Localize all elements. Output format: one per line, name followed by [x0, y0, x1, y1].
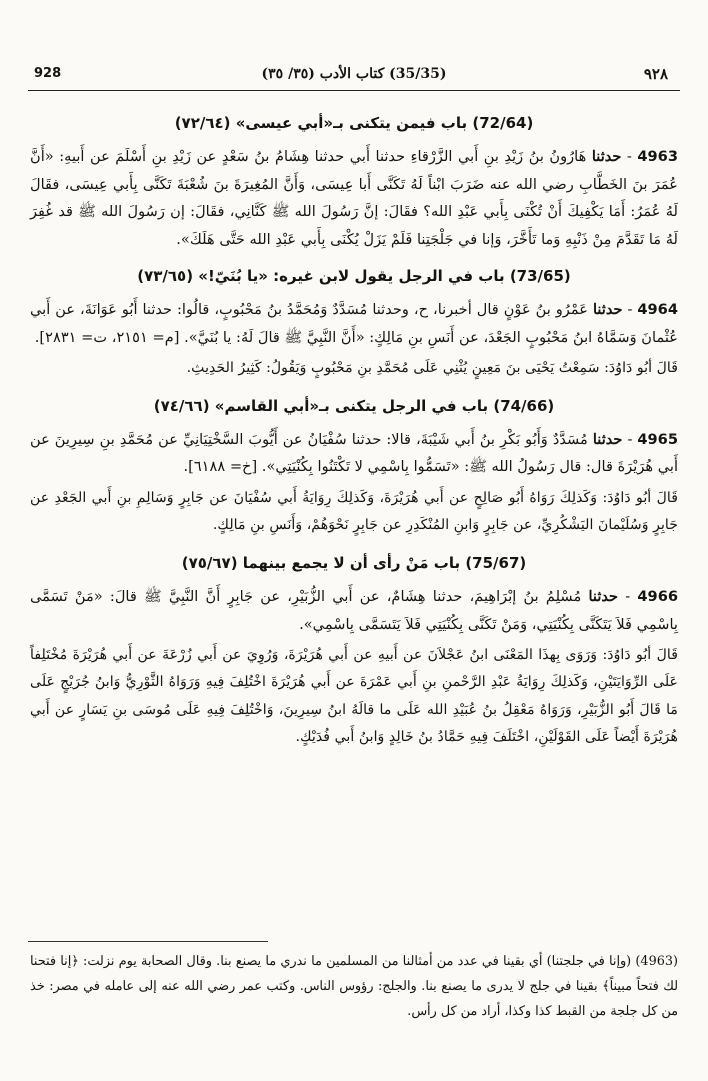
main-text — [30, 104, 678, 754]
running-header — [28, 66, 680, 90]
chapter-heading: (75/67) باب مَنْ رأى أن لا يجمع بينهما (٧٥/٦٧) — [181, 553, 527, 572]
page-number-latin: 928 — [34, 66, 62, 81]
chapter-heading: (72/64) باب فيمن يتكنى بـ«أبي عيسى» (٧٢/٦٤) — [174, 114, 534, 132]
hadith-body: هَارُونُ بنُ زَيْدِ بنِ أَبي الزَّرْقاءِ حدثنا أَبي حدثنا هِشَامُ بنُ سَعْدٍ عن زَيْدِ بنِ أَسْلَمَ عن أَبيهِ: «أَنَّ عُمَرَ بنَ الخَطَّابِ رضي الله عنه ضَرَبَ ابْناً لَهُ تَكَنَّى أَبا عِيسَى، وَأَنَّ المُغِيرَةَ بنَ شُعْبَةَ تَكَنَّى بِأَبي عِيسَى، فقَالَ لَهُ عُمَرُ: أَمَا يَكْفِيكَ أَنْ تُكْنَى بِأَبي عَبْدِ الله؟ فقَالَ: إنَّ رَسُولَ الله ﷺ كَنَّانِي، فقَالَ: إن رَسُولَ الله ﷺ قد غُفِرَ لَهُ مَا تَقَدَّمَ مِنْ ذَنْبِهِ وَما تَأَخَّرَ، وَإنا في جَلْجَتِنا فَلَمْ يَزَلْ يُكْنَى بِأَبي عَبْدِ الله حَتَّى هَلَكَ». — [30, 148, 678, 248]
hadith-text: 4966 - حدثنا مُسْلِمُ بنُ إبْرَاهِيمَ، حدثنا هِشَامٌ، عن أَبي الزُّبَيْرِ، عن جَابِرٍ أَنَّ النَّبِيَّ ﷺ قالَ: «مَنْ تَسَمَّى بِاسْمِي فَلاَ يَتَكَنَّى بِكُنْيَتِي، وَمَنْ تَكَنَّى بِكُنْيَتِي فَلاَ يَتَسَمَّى بِاسْمِي». — [30, 588, 679, 633]
chapter-heading: (73/65) باب في الرجل يقول لابن غيره: «يا بُنَيّ!» (٧٣/٦٥) — [137, 267, 571, 286]
hadith-block — [30, 426, 678, 481]
hadith-number: 4966 — [637, 588, 679, 606]
commentary: قَالَ أبُو دَاوُدَ: وَكَذلِكَ رَوَاهُ أَبُو صَالِحٍ عن أَبي هُرَيْرَةَ، وَكَذلِكَ رِوَايَةُ أَبي سُفْيَانَ عن جَابِرٍ وَسَالِمِ بنِ أَبي الجَعْدِ عن جَابِرٍ وَسُلَيْمانَ اليَشْكُرِيِّ، عن جَابِرٍ وَابنِ المُنْكَدِرِ عن جَابِرٍ نَحْوَهُمْ، وَأَنَسِ بنِ مَالِكٍ. — [30, 489, 678, 534]
hadith-block — [30, 583, 678, 638]
hadith-block — [30, 296, 678, 351]
footnote-rule — [28, 941, 268, 942]
footnotes — [30, 949, 678, 1024]
hadith-body: مُسْلِمُ بنُ إبْرَاهِيمَ، حدثنا هِشَامٌ، عن أَبي الزُّبَيْرِ، عن جَابِرٍ أَنَّ النَّبِيَّ ﷺ قالَ: «مَنْ تَسَمَّى بِاسْمِي فَلاَ يَتَكَنَّى بِكُنْيَتِي، وَمَنْ تَكَنَّى بِكُنْيَتِي فَلاَ يَتَسَمَّى بِاسْمِي». — [30, 588, 678, 633]
hadith-text: 4963 - حدثنا هَارُونُ بنُ زَيْدِ بنِ أَبي الزَّرْقاءِ حدثنا أَبي حدثنا هِشَامُ بنُ سَعْدٍ عن زَيْدِ بنِ أَسْلَمَ عن أَبيهِ: «أَنَّ عُمَرَ بنَ الخَطَّابِ رضي الله عنه ضَرَبَ ابْناً لَهُ تَكَنَّى أَبا عِيسَى، وَأَنَّ المُغِيرَةَ بنَ شُعْبَةَ تَكَنَّى بِأَبي عِيسَى، فقَالَ لَهُ عُمَرُ: أَمَا يَكْفِيكَ أَنْ تُكْنَى بِأَبي عَبْدِ الله؟ فقَالَ: إنَّ رَسُولَ الله ﷺ كَنَّانِي، فقَالَ: إن رَسُولَ الله ﷺ قد غُفِرَ لَهُ مَا تَقَدَّمَ مِنْ ذَنْبِهِ وَما تَأَخَّرَ، وَإنا في جَلْجَتِنا فَلَمْ يَزَلْ يُكْنَى بِأَبي عَبْدِ الله حَتَّى هَلَكَ». — [30, 148, 678, 248]
hadith-label: حدثنا — [591, 148, 622, 166]
hadith-body: مُسَدَّدٌ وَأَبُو بَكْرِ بنُ أَبي شَيْبَةَ، قالا: حدثنا سُفْيَانُ عن أَيُّوبَ السَّخْتِيَانِيِّ عن مُحَمَّدِ بنِ سِيرِينَ عن أَبي هُرَيْرَةَ قال: قال رَسُولُ الله ﷺ: «تَسَمُّوا بِاسْمِي لا تَكْتَنُوا بِكُنْيَتِي». [خ= ٦١٨٨]. — [30, 431, 678, 476]
hadith-text: 4964 - حدثنا عَمْرُو بنُ عَوْنٍ قال أخبرنا، ح، وحدثنا مُسَدَّدٌ وَمُحَمَّدُ بنُ مَحْبُوبٍ، قالُوا: حدثنا أَبُو عَوَانَةَ، عن أَبي عُثْمانَ وَسَمَّاهُ ابنُ مَحْبُوبٍ الجَعْدَ، عن أَنَسِ بنِ مَالِكٍ: «أَنَّ النَّبِيَّ ﷺ قالَ لَهُ: يا بُنَيَّ». [م= ٢١٥١، ت= ٢٨٣١]. — [30, 301, 678, 346]
hadith-block — [30, 143, 678, 253]
chapter-heading: (74/66) باب في الرجل يتكنى بـ«أبي القاسم» (٧٤/٦٦) — [153, 396, 555, 415]
hadith-body: عَمْرُو بنُ عَوْنٍ قال أخبرنا، ح، وحدثنا مُسَدَّدٌ وَمُحَمَّدُ بنُ مَحْبُوبٍ، قالُوا: حدثنا أَبُو عَوَانَةَ، عن أَبي عُثْمانَ وَسَمَّاهُ ابنُ مَحْبُوبٍ الجَعْدَ، عن أَنَسِ بنِ مَالِكٍ: «أَنَّ النَّبِيَّ ﷺ قالَ لَهُ: يا بُنَيَّ». [م= ٢١٥١، ت= ٢٨٣١]. — [30, 301, 678, 346]
footnote: (4963) (وإنا في جلجتنا) أي بقينا في عدد من أمثالنا من المسلمين ما ندري ما يصنع بنا. وقال الصحابة يوم نزلت: ﴿إنا فتحنا لك فتحاً مبيناً﴾ بقينا في جلج لا يدرى ما يصنع بنا. والجلج: رؤوس الناس. وكتب عمر رضي الله عنه إلى عامله في مصر: خذ من كل جلجة من القبط كذا وكذا، أراد من كل رأس. — [30, 954, 678, 1019]
page-number-arabic: ٩٢٨ — [643, 65, 668, 83]
header-rule — [28, 90, 680, 91]
commentary: قَالَ أبُو دَاوُدَ: سَمِعْتُ يَحْيَى بنَ مَعِينٍ يُثْنِي عَلَى مُحَمَّدِ بنِ مَحْبُوبٍ وَيَقُولُ: كَثِيرُ الحَدِيثِ. — [186, 360, 678, 377]
hadith-number: 4965 — [637, 431, 678, 449]
hadith-number: 4963 — [637, 148, 678, 166]
running-title: (35/35) كتاب الأدب (٣٥/ ٣٥) — [261, 66, 447, 82]
hadith-label: حدثنا — [592, 301, 623, 319]
hadith-text: 4965 - حدثنا مُسَدَّدٌ وَأَبُو بَكْرِ بنُ أَبي شَيْبَةَ، قالا: حدثنا سُفْيَانُ عن أَيُّوبَ السَّخْتِيَانِيِّ عن مُحَمَّدِ بنِ سِيرِينَ عن أَبي هُرَيْرَةَ قال: قال رَسُولُ الله ﷺ: «تَسَمُّوا بِاسْمِي لا تَكْتَنُوا بِكُنْيَتِي». [خ= ٦١٨٨]. — [30, 431, 678, 476]
hadith-label: حدثنا — [588, 588, 619, 606]
commentary: قَالَ أبُو دَاوُدَ: وَرَوَى بِهذَا المَعْنَى ابنُ عَجْلاَنَ عن أَبيهِ عن أَبي هُرَيْرَةَ، وَرُوِيَ عن أَبي زُرْعَةَ عن أَبي هُرَيْرَةَ مُخْتَلِفاً عَلَى الرِّوَايَتَيْنِ، وَكَذلِكَ رِوَايَةُ عَبْدِ الرَّحْمنِ بنِ أَبي عَمْرَةَ عن أَبي هُرَيْرَةَ اخْتُلِفَ فِيهِ وَرَوَاهُ الثَّوْرِيُّ وَابنُ جُرَيْجٍ عَلَى مَا قَالَ أَبُو الزُّبَيْرِ، وَرَوَاهُ مَعْقِلُ بنُ عُبَيْدِ الله عَلَى ما قالَهُ ابنُ سِيرِينَ، وَاخْتُلِفَ فِيهِ عَلَى مُوسَى بنِ يَسَارٍ عن أَبي هُرَيْرَةَ أَيْضاً عَلَى القَوْلَيْنِ، اخْتَلَفَ فِيهِ حَمَّادُ بنُ خَالِدٍ وَابنُ أَبي فُدَيْكٍ. — [30, 646, 678, 746]
hadith-label: حدثنا — [592, 431, 623, 449]
hadith-number: 4964 — [637, 301, 678, 319]
